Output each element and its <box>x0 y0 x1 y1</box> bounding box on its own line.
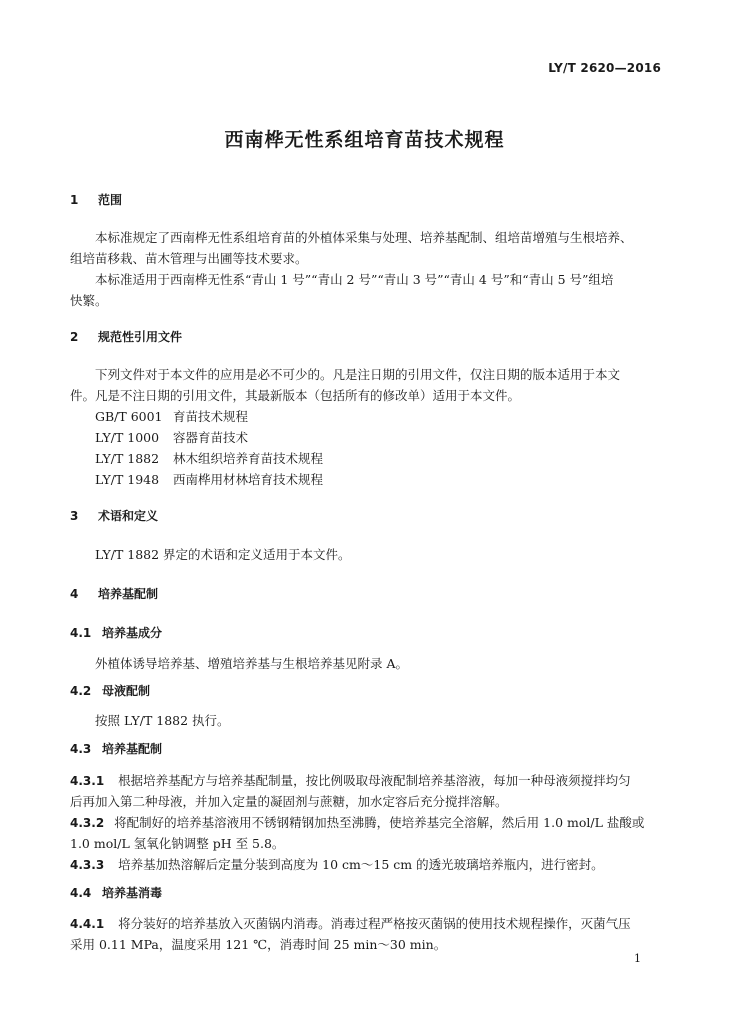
subsection-4-2-heading <box>70 682 150 699</box>
paragraph-line: 本标准适用于西南桦无性系“青山 1 号”“青山 2 号”“青山 3 号”“青山 4 号”和“青山 5 号”组培 <box>95 272 614 287</box>
section-title: 培养基成分 <box>102 626 163 640</box>
reference-code: LY/T 1882 <box>95 451 160 466</box>
reference-name: 容器育苗技术 <box>173 430 249 445</box>
section-title: 培养基配制 <box>98 587 159 601</box>
section-number: 4 <box>70 587 79 601</box>
section-number: 2 <box>70 330 79 344</box>
paragraph-line: 1.0 mol/L 氢氧化钠调整 pH 至 5.8。 <box>70 836 285 851</box>
section-number: 4.2 <box>70 684 92 698</box>
standard-code: LY/T 2620—2016 <box>548 61 661 75</box>
subsection-4-1-heading <box>70 624 162 641</box>
reference-item <box>95 449 323 467</box>
document-title: 西南桦无性系组培育苗技术规程 <box>224 129 505 151</box>
paragraph-line: 组培苗移栽、苗木管理与出圃等技术要求。 <box>70 251 308 266</box>
reference-name: 西南桦用材林培育技术规程 <box>173 472 324 487</box>
section-title: 培养基消毒 <box>102 886 163 900</box>
section-title: 培养基配制 <box>102 742 163 756</box>
clause-number: 4.3.2 <box>70 816 105 830</box>
page-number: 1 <box>634 952 641 965</box>
reference-code: LY/T 1948 <box>95 472 160 487</box>
paragraph-line: 采用 0.11 MPa，温度采用 121 ℃，消毒时间 25 min～30 min。 <box>70 937 447 952</box>
reference-name: 林木组织培养育苗技术规程 <box>173 451 324 466</box>
section-title: 规范性引用文件 <box>98 330 183 344</box>
section-2-heading <box>70 328 182 345</box>
section-4-heading <box>70 585 158 602</box>
section-number: 4.3 <box>70 742 92 756</box>
section-3-heading <box>70 507 158 524</box>
reference-item <box>95 470 323 488</box>
section-number: 1 <box>70 193 79 207</box>
clause-text: 将分装好的培养基放入灭菌锅内消毒。消毒过程严格按灭菌锅的使用技术规程操作，灭菌气压 <box>118 916 631 931</box>
paragraph-line: 件。凡是不注日期的引用文件，其最新版本（包括所有的修改单）适用于本文件。 <box>70 388 521 403</box>
section-1-heading <box>70 191 122 208</box>
reference-item <box>95 407 248 425</box>
clause-text: 将配制好的培养基溶液用不锈钢精钢加热至沸腾，使培养基完全溶解，然后用 1.0 mol/L 盐酸或 <box>114 815 645 830</box>
reference-code: GB/T 6001 <box>95 409 163 424</box>
clause-4-3-3 <box>70 855 604 873</box>
subsection-4-4-heading <box>70 884 162 901</box>
clause-text: 根据培养基配方与培养基配制量，按比例吸取母液配制培养基溶液，每加一种母液须搅拌均匀 <box>118 773 631 788</box>
clause-number: 4.4.1 <box>70 917 105 931</box>
paragraph-line: 下列文件对于本文件的应用是必不可少的。凡是注日期的引用文件，仅注日期的版本适用于本文 <box>95 367 621 382</box>
clause-4-3-2 <box>70 813 644 831</box>
subsection-4-3-heading <box>70 740 162 757</box>
clause-number: 4.3.3 <box>70 858 105 872</box>
paragraph-line: 后再加入第二种母液，并加入定量的凝固剂与蔗糖，加水定容后充分搅拌溶解。 <box>70 794 508 809</box>
section-title: 范围 <box>98 193 123 207</box>
reference-name: 育苗技术规程 <box>173 409 249 424</box>
paragraph-line: 本标准规定了西南桦无性系组培育苗的外植体采集与处理、培养基配制、组培苗增殖与生根培养、 <box>95 230 633 245</box>
section-number: 4.1 <box>70 626 92 640</box>
paragraph-line: 快繁。 <box>70 293 108 308</box>
section-title: 术语和定义 <box>98 509 159 523</box>
clause-number: 4.3.1 <box>70 774 105 788</box>
section-number: 4.4 <box>70 886 92 900</box>
clause-text: 培养基加热溶解后定量分装到高度为 10 cm～15 cm 的透光玻璃培养瓶内，进行密封。 <box>118 857 604 872</box>
clause-4-4-1 <box>70 914 631 932</box>
paragraph-line: 按照 LY/T 1882 执行。 <box>95 713 230 728</box>
section-number: 3 <box>70 509 79 523</box>
section-title: 母液配制 <box>102 684 151 698</box>
paragraph-line: LY/T 1882 界定的术语和定义适用于本文件。 <box>95 547 351 562</box>
paragraph-line: 外植体诱导培养基、增殖培养基与生根培养基见附录 A。 <box>95 656 409 671</box>
clause-4-3-1 <box>70 771 631 789</box>
reference-item <box>95 428 248 446</box>
reference-code: LY/T 1000 <box>95 430 160 445</box>
